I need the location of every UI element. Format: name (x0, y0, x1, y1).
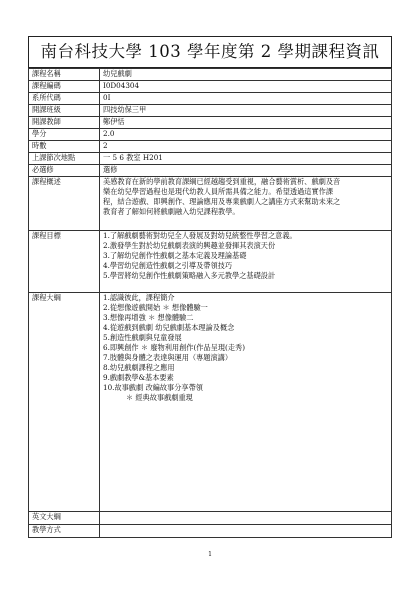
goal-item: 1.了解戲劇藝術對幼兒全人發展及對幼兒統整性學習之意義。 (103, 231, 297, 240)
row-label: 課程編碼 (29, 81, 100, 93)
row-value: 鄭伊恬 (100, 117, 392, 129)
teaching-method-row (29, 525, 392, 538)
outline-item: 2.從想像遊戲開始 ＊ 想像體驗一 (103, 303, 208, 312)
outline-item: 9.戲劇教學&基本要素 (103, 373, 174, 382)
overview-line: 教育者了解如何將戲劇融入幼兒課程教學。 (103, 207, 240, 216)
row-value: 2 (100, 141, 392, 153)
row-value: I0D04304 (100, 81, 392, 93)
table-row (29, 141, 392, 153)
outline-item: 1.認識彼此，課程簡介 (103, 293, 175, 302)
goals-label: 課程目標 (29, 231, 100, 293)
outline-item: 7.肢體與身體之表達與運用（專題演講） (103, 353, 233, 362)
table-row (29, 129, 392, 141)
row-value: 幼兒戲劇 (100, 69, 392, 81)
overview-label: 課程概述 (29, 177, 100, 231)
goal-item: 5.學習將幼兒創作性戲劇策略融入多元教學之基礎設計 (103, 271, 276, 280)
goal-item: 2.激發學生對於幼兒戲劇表演的興趣並發揮其表演天份 (103, 241, 276, 250)
english-outline-label: 英文大綱 (29, 512, 100, 525)
overview-text (100, 177, 392, 231)
outline-list (100, 293, 392, 512)
row-label: 必選修 (29, 165, 100, 177)
table-row (29, 105, 392, 117)
row-value: 一 5 6 教室 H201 (100, 153, 392, 165)
goals-row (29, 231, 392, 293)
row-label: 系所代碼 (29, 93, 100, 105)
row-label: 時數 (29, 141, 100, 153)
row-value: 四技幼保三甲 (100, 105, 392, 117)
row-label: 上課節次地點 (29, 153, 100, 165)
table-row (29, 165, 392, 177)
overview-line: 程，結合遊戲、即興創作、理論應用及專業戲劇人之講座方式來幫助未來之 (103, 197, 341, 206)
overview-row (29, 177, 392, 231)
goal-item: 4.學習幼兒創造性戲劇之引導及帶領技巧 (103, 261, 233, 270)
english-outline-row (29, 512, 392, 525)
teaching-method-label: 教學方式 (29, 525, 100, 538)
page-title: 南台科技大學 103 學年度第 2 學期課程資訊 (28, 36, 392, 68)
teaching-method-value (100, 525, 392, 538)
row-value: 2.0 (100, 129, 392, 141)
table-row (29, 81, 392, 93)
row-label: 開課班級 (29, 105, 100, 117)
outline-item: 4.從遊戲到戲劇 幼兒戲劇基本理論及概念 (103, 323, 235, 332)
outline-item: ＊ 經典故事戲劇重現 (103, 393, 193, 402)
row-value: 0I (100, 93, 392, 105)
outline-item: 8.幼兒戲劇課程之應用 (103, 363, 175, 372)
page-number: 1 (208, 551, 212, 558)
outline-label: 課程大綱 (29, 293, 100, 512)
outline-item: 10.故事戲劇 改編故事分享帶領 (103, 383, 203, 392)
overview-line: 樂在幼兒學習過程也是現代幼教人員所需具備之能力。希望透過這實作課 (103, 187, 334, 196)
row-label: 開課教師 (29, 117, 100, 129)
table-row (29, 93, 392, 105)
outline-item: 5.創造性戲劇與兒童發展 (103, 333, 182, 342)
course-info-table (28, 68, 392, 538)
table-row (29, 117, 392, 129)
english-outline-value (100, 512, 392, 525)
outline-row (29, 293, 392, 512)
outline-item: 3.想像再增強 ＊ 想像體驗二 (103, 313, 194, 322)
overview-line: 美感教育在新的學前教育課綱已經越趨受到重視，融合藝術賞析、戲劇及音 (103, 177, 341, 186)
table-row (29, 69, 392, 81)
row-value: 選修 (100, 165, 392, 177)
goal-item: 3.了解幼兒創作性戲劇之基本定義及理論基礎 (103, 251, 247, 260)
row-label: 學分 (29, 129, 100, 141)
goals-list (100, 231, 392, 293)
table-row (29, 153, 392, 165)
row-label: 課程名稱 (29, 69, 100, 81)
outline-item: 6.即興創作 ＊ 廢物利用創作(作品呈現(走秀) (103, 343, 246, 352)
